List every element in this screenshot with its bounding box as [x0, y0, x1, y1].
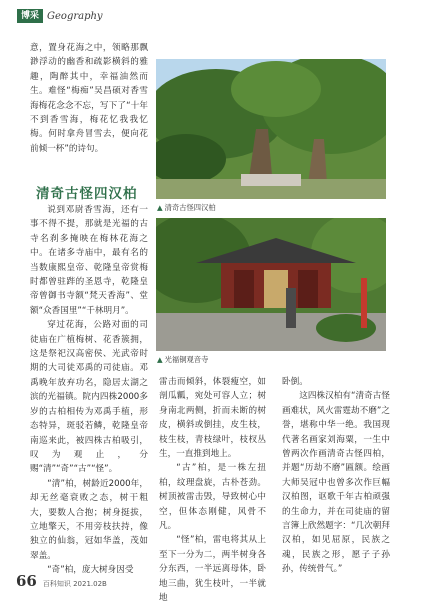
page-number: 66	[16, 572, 37, 590]
paragraph: “怪”柏，雷电将其从上至下一分为二，两半树身各分东西，一半远离母体，卧地三曲，犹生枝叶，一半就地	[159, 535, 266, 604]
paragraph: “清”柏，树龄近2000年，却无丝毫衰败之态，树干粗大，要数人合抱；树身挺拔，立地擎天，不用旁枝扶持，像独立的仙翁，冠如华盖，茂如翠盖。	[30, 478, 148, 561]
magazine-issue: 百科知识 2021.02B	[42, 580, 107, 588]
column-1	[30, 203, 148, 578]
cypress-trees-photo	[156, 59, 386, 199]
page-footer	[16, 574, 107, 589]
paragraph: 说到邓尉香雪海，还有一事不得不提，那就是光福的古寺名刹多掩映在梅林花海之中。在诸多寺庙中，最有名的当数康熙皇帝、乾隆皇帝赏梅时都曾驻跸的圣恩寺，乾隆皇帝曾御书寺额“梵天香海”、堂额“众香国里”“千林明月”。	[30, 205, 148, 316]
photo2-caption: ▲ 光福铜观音寺	[157, 355, 209, 364]
paragraph: 雷击而倾斜，体裂瘦空，如剖瓜瓤，宛处可容人立；树身南北两侧，折而未断的树皮，横斜或倒挂，皮生枝，枝生枝，青枝绿叶，枝杈丛生，一直推到地上。	[159, 377, 266, 460]
caption-triangle-icon: ▲	[157, 355, 163, 364]
column-2	[159, 375, 266, 606]
paragraph: “古”柏，是一株左扭柏，纹理盘旋，古朴苍劲。树顶被雷击毁，导致树心中空，但体态刚健，风骨不凡。	[159, 463, 266, 532]
column-subtitle: Geography	[47, 10, 103, 22]
paragraph: 卧倒。	[282, 377, 308, 387]
column-tag: 博采	[17, 9, 43, 23]
paragraph: 穿过花海，公路对面的司徒庙在广植梅树、花香簇拥，这是祭祀汉高密侯、光武帝时期的大司徒邓禹的司徒庙。邓禹晚年放弃功名，隐居太湖之滨的光福镇。院内四株2000多岁的古柏相传为邓禹手植，形态特异，斑驳若鳞，乾隆皇帝南巡来此，被四株古柏吸引，叹为观止，分赐“清”“奇”“古”“怪”。	[30, 320, 148, 475]
paragraph: “奇”柏，庞大树身因受	[47, 565, 134, 576]
caption-triangle-icon: ▲	[157, 203, 163, 212]
paragraph: 这四株汉柏有“清奇古怪画难状，风火雷霆劫不磨”之誉，堪称中华一绝。我国现代著名画家刘海粟，一生中曾两次作画清奇古怪四柏，并题“历劫不磨”匾额。绘画大师吴冠中也曾多次作巨幅汉柏图，讴歌千年古柏顽强的生命力，并在司徒庙的留言簿上欣然题字：“几次朝拜汉柏，如见屈原，民族之魂，民族之形，愿子子孙孙，传统骨气。”	[282, 391, 390, 575]
photo1-caption: ▲ 清奇古怪四汉柏	[157, 203, 216, 212]
temple-photo	[156, 218, 386, 351]
section-header	[17, 8, 103, 24]
section-title: 清奇古怪四汉柏	[36, 186, 138, 202]
intro-paragraph: 意，置身花海之中，领略那飘渺浮动的幽香和疏影横斜的雅趣，陶醉其中，幸福油然而生。难怪“梅痴”吴昌硕对香雪海梅花念念不忘，写下了“十年不到香雪海，梅花忆我我忆梅。何时拿舟冒雪去，便向花前倾一杯”的诗句。	[30, 43, 148, 154]
column-3	[282, 375, 390, 577]
